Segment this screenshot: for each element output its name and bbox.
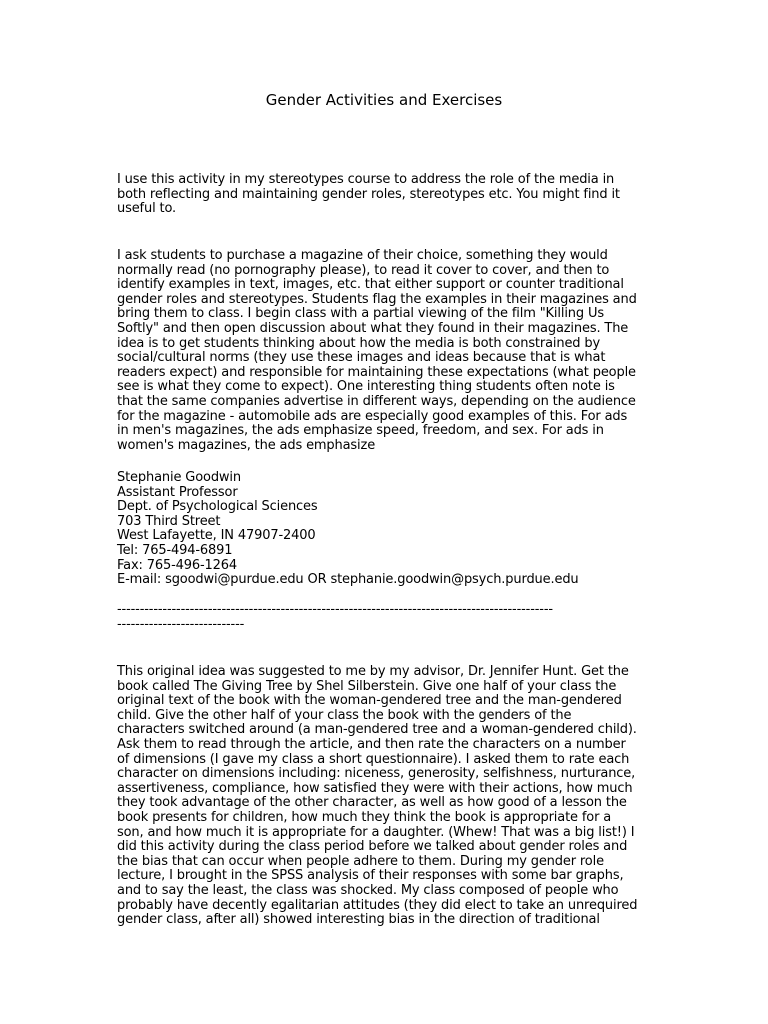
text-line: character on dimensions including: niceness, generosity, selfishness, nurturance, xyxy=(117,766,636,782)
text-line: probably have decently egalitarian attitudes (they did elect to take an unrequired xyxy=(117,897,638,913)
text-line: see is what they come to expect). One interesting thing students often note is xyxy=(117,379,615,395)
text-line: child. Give the other half of your class the book with the genders of the xyxy=(117,707,572,723)
text-line: book called The Giving Tree by Shel Silberstein. Give one half of your class the xyxy=(117,678,617,694)
text-line: assertiveness, compliance, how satisfied they were with their actions, how much xyxy=(117,780,633,796)
text-line: Tel: 765-494-6891 xyxy=(117,542,233,558)
text-line: readers expect) and responsible for maintaining these expectations (what people xyxy=(117,364,636,380)
text-line: I ask students to purchase a magazine of their choice, something they would xyxy=(117,248,608,263)
text-line: of dimensions (I gave my class a short questionnaire). I asked them to rate each xyxy=(117,751,630,767)
text-line: ------------------------------------------------------------------------------------------------ xyxy=(117,602,553,617)
text-line: lecture, I brought in the SPSS analysis of their responses with some bar graphs, xyxy=(117,868,624,884)
text-line: social/cultural norms (they use these images and ideas because that is what xyxy=(117,350,606,366)
text-line: gender class, after all) showed interesting bias in the direction of traditional xyxy=(117,912,600,928)
text-line: Ask them to read through the article, and then rate the characters on a number xyxy=(117,736,626,752)
text-line: both reflecting and maintaining gender roles, stereotypes etc. You might find it xyxy=(117,186,620,202)
text-line: Fax: 765-496-1264 xyxy=(117,557,237,573)
activity-paragraph xyxy=(117,249,657,453)
text-line: E-mail: sgoodwi@purdue.edu OR stephanie.goodwin@psych.purdue.edu xyxy=(117,572,579,588)
text-line: I use this activity in my stereotypes course to address the role of the media in xyxy=(117,172,615,187)
text-line: the bias that can occur when people adhere to them. During my gender role xyxy=(117,853,604,869)
text-line: son, and how much it is appropriate for a daughter. (Whew! That was a big list!) I xyxy=(117,824,635,840)
text-line: ---------------------------- xyxy=(117,616,245,632)
text-line: normally read (no pornography please), to read it cover to cover, and then to xyxy=(117,262,610,278)
text-line: in men's magazines, the ads emphasize speed, freedom, and sex. For ads in xyxy=(117,423,604,439)
text-line: characters switched around (a man-gendered tree and a woman-gendered child). xyxy=(117,722,637,738)
text-line: Dept. of Psychological Sciences xyxy=(117,499,318,515)
text-line: Softly" and then open discussion about what they found in their magazines. The xyxy=(117,320,629,336)
text-line: identify examples in text, images, etc. that either support or counter traditional xyxy=(117,277,624,293)
text-line: book presents for children, how much they think the book is appropriate for a xyxy=(117,809,612,825)
text-line: This original idea was suggested to me by my advisor, Dr. Jennifer Hunt. Get the xyxy=(117,664,629,679)
document-title: Gender Activities and Exercises xyxy=(265,91,503,109)
intro-paragraph xyxy=(117,173,657,217)
text-line: Stephanie Goodwin xyxy=(117,470,241,485)
text-line: that the same companies advertise in different ways, depending on the audience xyxy=(117,393,636,409)
section-separator xyxy=(117,603,657,632)
text-line: Assistant Professor xyxy=(117,484,238,500)
text-line: for the magazine - automobile ads are especially good examples of this. For ads xyxy=(117,408,628,424)
text-line: they took advantage of the other character, as well as how good of a lesson the xyxy=(117,795,627,811)
text-line: West Lafayette, IN 47907-2400 xyxy=(117,528,316,544)
text-line: women's magazines, the ads emphasize xyxy=(117,437,376,453)
text-line: original text of the book with the woman-gendered tree and the man-gendered xyxy=(117,693,622,709)
giving-tree-paragraph xyxy=(117,665,657,928)
text-line: bring them to class. I begin class with a partial viewing of the film "Killing Us xyxy=(117,306,604,322)
text-line: and to say the least, the class was shocked. My class composed of people who xyxy=(117,882,619,898)
author-signature xyxy=(117,471,657,588)
text-line: gender roles and stereotypes. Students flag the examples in their magazines and xyxy=(117,291,637,307)
text-line: idea is to get students thinking about how the media is both constrained by xyxy=(117,335,601,351)
text-line: did this activity during the class period before we talked about gender roles and xyxy=(117,839,628,855)
text-line: 703 Third Street xyxy=(117,513,221,529)
text-line: useful to. xyxy=(117,201,177,217)
